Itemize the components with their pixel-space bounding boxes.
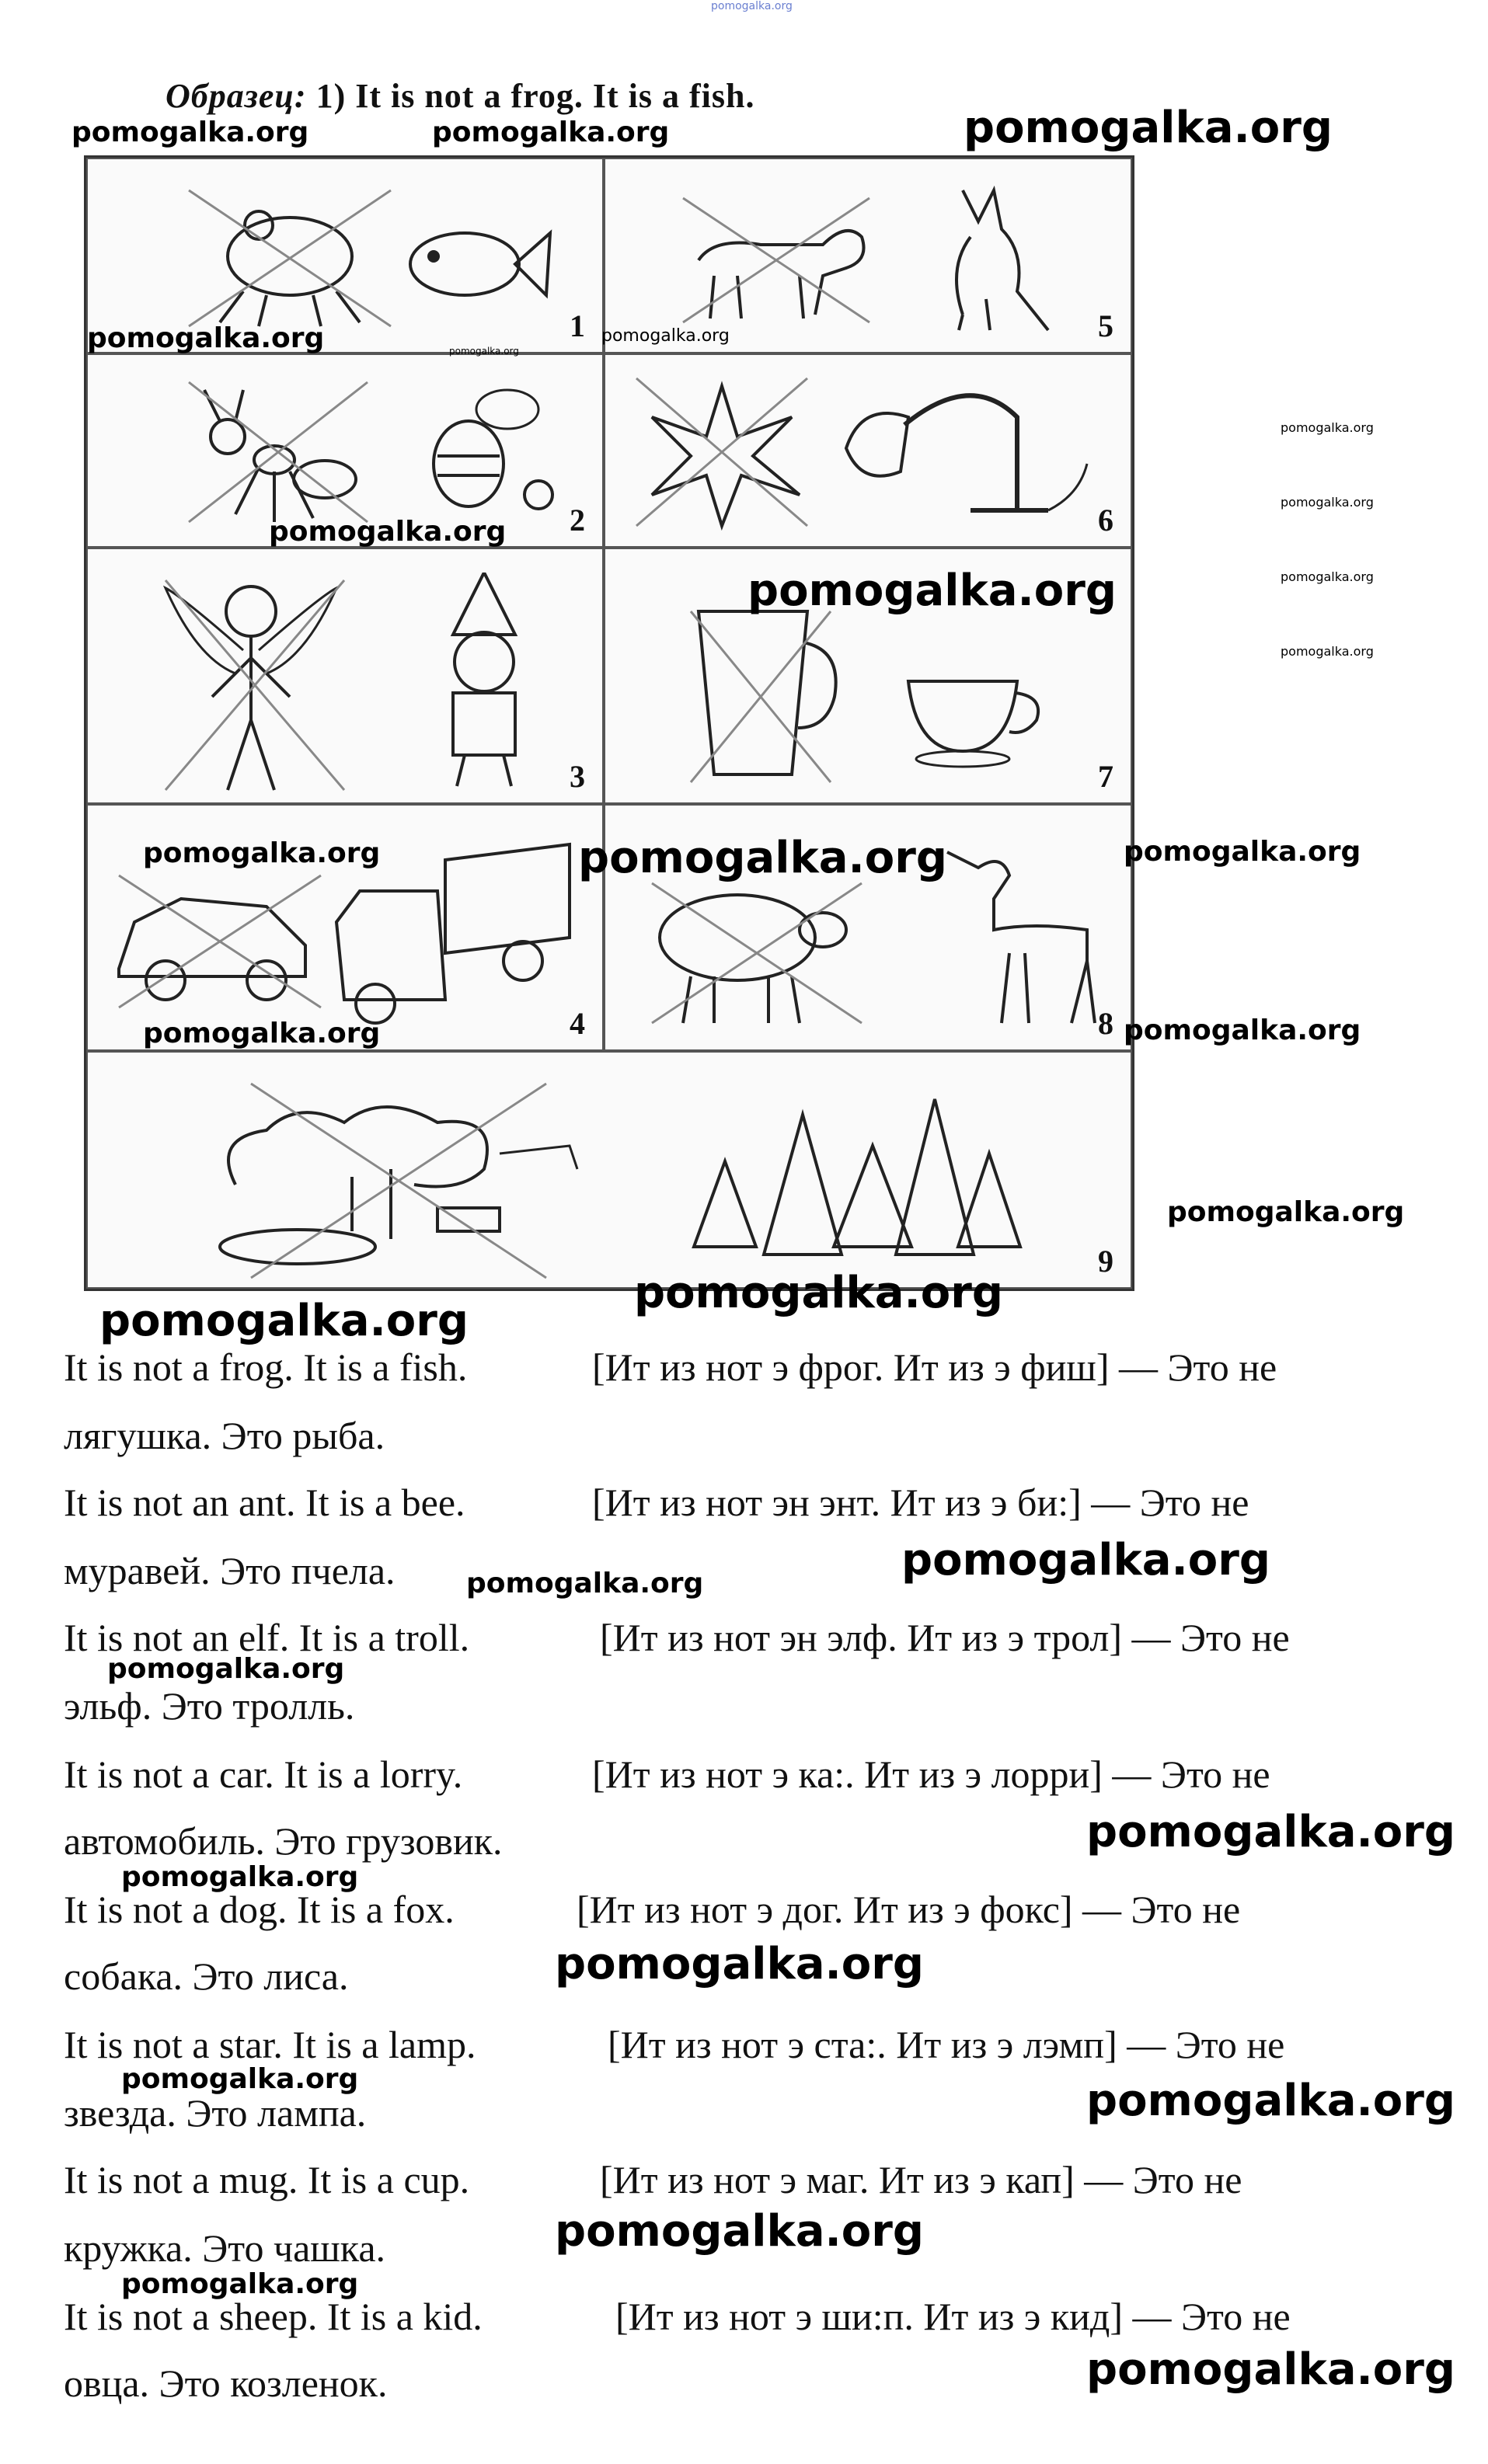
watermark: pomogalka.org: [269, 516, 507, 548]
watermark: pomogalka.org: [449, 346, 519, 357]
answer-english: It is not a star. It is a lamp.: [64, 2023, 476, 2066]
watermark: pomogalka.org: [578, 833, 947, 883]
watermark: pomogalka.org: [1124, 836, 1361, 868]
watermark: pomogalka.org: [555, 2206, 924, 2257]
cell-number: 7: [1098, 759, 1113, 794]
lamp-icon: [815, 371, 1110, 534]
sample-label: Образец:: [166, 77, 307, 115]
watermark: pomogalka.org: [1167, 1196, 1405, 1228]
answer-transcription: [Ит из нот э ста:. Ит из э лэмп] — Это не: [608, 2023, 1285, 2066]
answer-transcription: [Ит из нот э дог. Ит из э фокс] — Это не: [577, 1888, 1241, 1931]
watermark: pomogalka.org: [121, 2268, 359, 2300]
answer-english: It is not a dog. It is a fox.: [64, 1888, 455, 1931]
sample-text: 1) It is not a frog. It is a fish.: [315, 77, 755, 115]
picture-cell-9: [86, 1051, 1132, 1289]
picture-cell-5: [604, 158, 1132, 353]
answer-translation: автомобиль. Это грузовик.: [64, 1819, 503, 1863]
answer-transcription: [Ит из нот эн энт. Ит из э би:] — Это не: [592, 1481, 1249, 1524]
answer-english: It is not a car. It is a lorry.: [64, 1752, 463, 1796]
troll-icon: [399, 572, 570, 790]
watermark: pomogalka.org: [634, 1268, 1003, 1318]
answer-english: It is not an ant. It is a bee.: [64, 1481, 465, 1524]
watermark: pomogalka.org: [601, 326, 730, 346]
answer-english: It is not a sheep. It is a kid.: [64, 2295, 483, 2338]
answer-transcription: [Ит из нот э маг. Ит из э кап] — Это не: [600, 2158, 1242, 2201]
mug-icon: [675, 596, 846, 790]
watermark: pomogalka.org: [1086, 1807, 1455, 1857]
answer-translation: лягушка. Это рыба.: [64, 1414, 385, 1457]
fox-icon: [916, 175, 1072, 338]
picture-cell-3: [86, 548, 604, 804]
answer-transcription: [Ит из нот э ка:. Ит из э лорри] — Это не: [592, 1752, 1270, 1796]
cell-number: 6: [1098, 503, 1113, 538]
watermark: pomogalka.org: [121, 1861, 359, 1893]
answer-line: [64, 2146, 1455, 2214]
park-icon: [204, 1068, 608, 1286]
watermark: pomogalka.org: [1086, 2344, 1455, 2395]
ant-icon: [173, 374, 375, 530]
answer-transcription: [Ит из нот э ши:п. Ит из э кид] — Это не: [615, 2295, 1291, 2338]
bee-icon: [383, 371, 577, 526]
cup-icon: [885, 658, 1056, 774]
frog-icon: [173, 183, 406, 330]
watermark: pomogalka.org: [1086, 2076, 1455, 2126]
answer-line: [64, 1740, 1455, 1808]
answer-english: It is not a mug. It is a cup.: [64, 2158, 470, 2201]
answer-translation: эльф. Это тролль.: [64, 1684, 355, 1728]
forest-icon: [647, 1068, 1051, 1278]
answer-translation: звезда. Это лампа.: [64, 2091, 367, 2135]
watermark: pomogalka.org: [466, 1568, 704, 1599]
picture-cell-6: [604, 353, 1132, 548]
watermark: pomogalka.org: [747, 566, 1117, 616]
sheep-icon: [636, 875, 869, 1031]
answer-translation: муравей. Это пчела.: [64, 1549, 396, 1592]
watermark: pomogalka.org: [71, 117, 309, 148]
watermark: pomogalka.org: [1281, 644, 1374, 659]
answer-line: [64, 1468, 1455, 1537]
elf-icon: [150, 565, 352, 798]
answer-english: It is not an elf. It is a troll.: [64, 1616, 470, 1659]
answer-translation: собака. Это лиса.: [64, 1954, 349, 1998]
watermark: pomogalka.org: [711, 0, 793, 12]
answer-english: It is not a frog. It is a fish.: [64, 1345, 468, 1389]
sample-line: [166, 76, 754, 116]
answer-line: [64, 1333, 1455, 1401]
watermark: pomogalka.org: [87, 322, 325, 354]
star-icon: [621, 371, 823, 534]
answer-translation: кружка. Это чашка.: [64, 2226, 386, 2270]
cell-number: 1: [570, 308, 585, 343]
dog-icon: [667, 190, 885, 330]
watermark: pomogalka.org: [107, 1653, 345, 1685]
answer-transcription: [Ит из нот э фрог. Ит из э фиш] — Это не: [592, 1345, 1277, 1389]
watermark: pomogalka.org: [964, 103, 1333, 153]
watermark: pomogalka.org: [555, 1939, 924, 1989]
watermark: pomogalka.org: [99, 1296, 469, 1346]
answer-translation: овца. Это козленок.: [64, 2361, 388, 2405]
cell-number: 2: [570, 503, 585, 538]
cell-number: 4: [570, 1006, 585, 1041]
watermark: pomogalka.org: [1281, 420, 1374, 435]
car-icon: [103, 860, 336, 1015]
watermark: pomogalka.org: [121, 2063, 359, 2095]
cell-number: 5: [1098, 308, 1113, 343]
fish-icon: [399, 206, 554, 315]
cell-number: 8: [1098, 1006, 1113, 1041]
cell-number: 9: [1098, 1244, 1113, 1279]
cell-number: 3: [570, 759, 585, 794]
watermark: pomogalka.org: [432, 117, 670, 148]
watermark: pomogalka.org: [143, 1018, 381, 1049]
watermark: pomogalka.org: [1124, 1014, 1361, 1046]
watermark: pomogalka.org: [1281, 569, 1374, 584]
watermark: pomogalka.org: [143, 837, 381, 869]
watermark: pomogalka.org: [901, 1535, 1270, 1585]
answer-transcription: [Ит из нот эн элф. Ит из э трол] — Это не: [600, 1616, 1290, 1659]
watermark: pomogalka.org: [1281, 495, 1374, 510]
